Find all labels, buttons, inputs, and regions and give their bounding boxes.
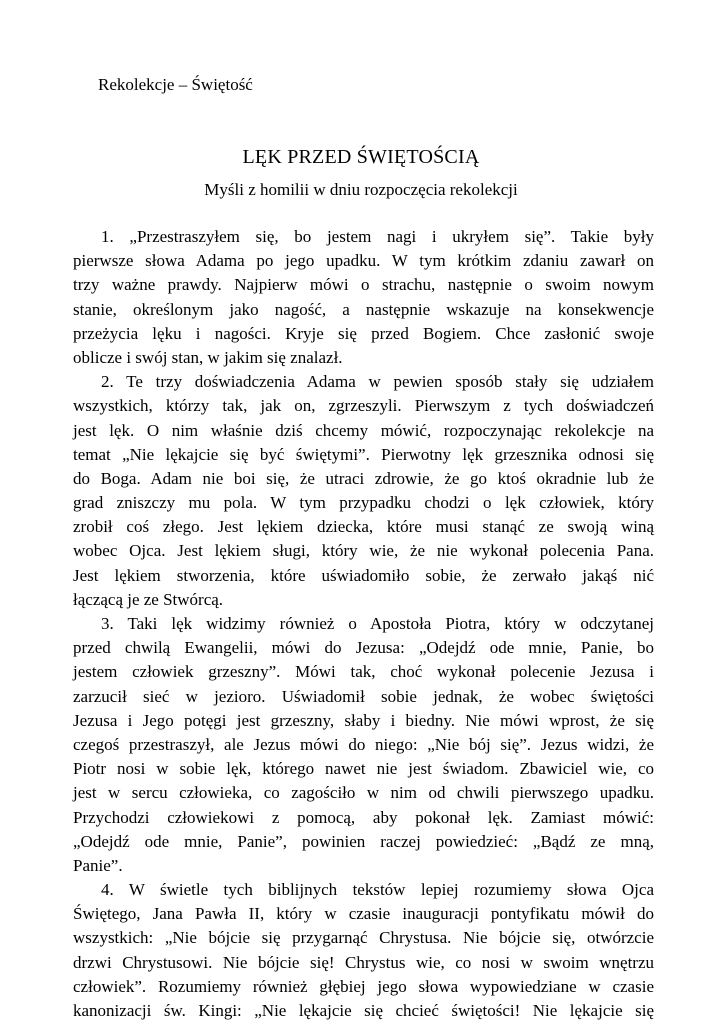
text-line: stanie, określonym jako nagość, a następnie wskazuje na konsekwencje (73, 299, 654, 319)
text-line: jest lęk. O nim właśnie dziś chcemy mówić, rozpoczynając rekolekcje na (73, 420, 654, 440)
text-line: człowiek”. Rozumiemy również głębiej jego słowa wypowiedziane w czasie (73, 976, 654, 996)
article-subtitle: Myśli z homilii w dniu rozpoczęcia rekolekcji (204, 180, 518, 199)
text-line: „Odejdź ode mnie, Panie”, powinien raczej powiedzieć: „Bądź ze mną, (73, 831, 654, 851)
text-line: 3. Taki lęk widzimy również o Apostoła Piotra, który w odczytanej (101, 614, 654, 633)
text-line: Świętego, Jana Pawła II, który w czasie inauguracji pontyfikatu mówił do (73, 904, 654, 924)
text-line: czegoś przestraszył, ale Jezus mówi do niego: „Nie bój się”. Jezus widzi, że (73, 734, 654, 754)
running-header: Rekolekcje – Świętość (98, 75, 253, 94)
text-line: do Boga. Adam nie boi się, że utraci zdrowie, że go ktoś okradnie lub że (73, 468, 654, 488)
text-line: wszystkich, którzy tak, jak on, zgrzeszyli. Pierwszym z tych doświadczeń (73, 396, 654, 416)
text-line: 4. W świetle tych biblijnych tekstów lepiej rozumiemy słowa Ojca (101, 880, 654, 900)
text-line: przeżycia lęku i nagości. Kryje się przed Bogiem. Chce zasłonić swoje (73, 323, 654, 343)
text-line: drzwi Chrystusowi. Nie bójcie się! Chrystus wie, co nosi w swoim wnętrzu (73, 952, 654, 972)
text-line: zarzucił sieć w jezioro. Uświadomił sobie jednak, że wobec świętości (73, 686, 654, 706)
text-line: kanonizacji św. Kingi: „Nie lękajcie się chcieć świętości! Nie lękajcie się (73, 1001, 654, 1020)
text-line: 1. „Przestraszyłem się, bo jestem nagi i ukryłem się”. Takie były (101, 227, 654, 246)
text-line: wobec Ojca. Jest lękiem sługi, który wie, że nie wykonał polecenia Pana. (73, 541, 654, 561)
text-line: jest w sercu człowieka, co zagościło w nim od chwili pierwszego upadku. (73, 783, 654, 803)
text-line: Panie”. (73, 855, 123, 875)
text-line: łączącą je ze Stwórcą. (73, 589, 224, 609)
text-line: jestem człowiek grzeszny”. Mówi tak, choć wykonał polecenie Jezusa i (73, 662, 654, 682)
article-title: LĘK PRZED ŚWIĘTOŚCIĄ (242, 146, 480, 168)
text-line: zrobił coś złego. Jest lękiem dziecka, które musi stanąć ze swoją winą (73, 517, 654, 537)
text-line: Jest lękiem stworzenia, które uświadomiło sobie, że zerwało jakąś nić (73, 565, 654, 585)
text-line: grad zniszczy mu pola. W tym przypadku chodzi o lęk człowiek, który (73, 493, 654, 513)
text-line: wszystkich: „Nie bójcie się przygarnąć Chrystusa. Nie bójcie się, otwórzcie (73, 928, 654, 948)
text-line: 2. Te trzy doświadczenia Adama w pewien sposób stały się udziałem (101, 372, 654, 392)
text-line: temat „Nie lękajcie się być świętymi”. Pierwotny lęk grzesznika odnosi się (73, 444, 654, 464)
text-line: oblicze i swój stan, w jakim się znalazł. (73, 347, 343, 367)
article-body (73, 225, 654, 1023)
text-line: Jezusa i Jego potęgi jest grzeszny, słaby i biedny. Nie mówi wprost, że się (73, 710, 654, 730)
text-line: Piotr nosi w sobie lęk, którego nawet nie jest świadom. Zbawiciel wie, co (73, 759, 654, 779)
text-line: trzy ważne prawdy. Najpierw mówi o strachu, następnie o swoim nowym (73, 275, 654, 295)
text-line: przed chwilą Ewangelii, mówi do Jezusa: „Odejdź ode mnie, Panie, bo (73, 638, 654, 658)
text-line: pierwsze słowa Adama po jego upadku. W tym krótkim zdaniu zawarł on (73, 251, 654, 271)
text-line: Przychodzi człowiekowi z pomocą, aby pokonał lęk. Zamiast mówić: (73, 807, 654, 827)
